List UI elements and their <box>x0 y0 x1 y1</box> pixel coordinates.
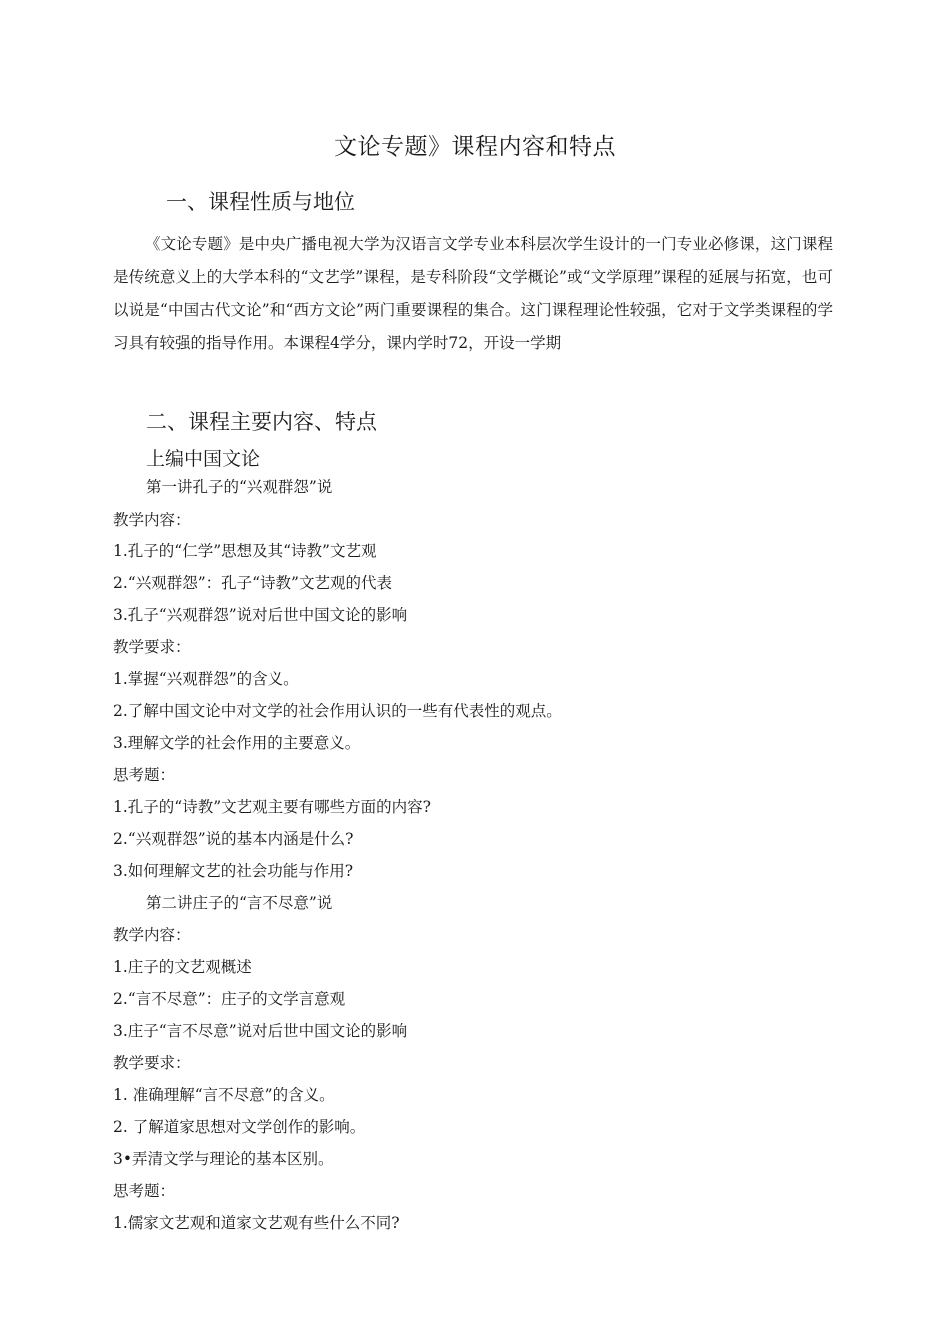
lecture1-req-item: 1.掌握“兴观群怨”的含义。 <box>113 670 299 688</box>
lecture2-content-item: 2.“言不尽意”：庄子的文学言意观 <box>113 990 346 1008</box>
lecture1-content-item: 3.孔子“兴观群怨”说对后世中国文论的影响 <box>113 606 408 624</box>
part-heading: 上编中国文论 <box>146 448 261 470</box>
lecture1-title: 第一讲孔子的“兴观群怨”说 <box>146 478 333 496</box>
lecture1-content-label: 教学内容： <box>113 511 191 529</box>
lecture1-question: 1.孔子的“诗教”文艺观主要有哪些方面的内容? <box>113 798 431 816</box>
lecture1-question: 3.如何理解文艺的社会功能与作用? <box>113 862 354 880</box>
lecture2-q-label: 思考题： <box>113 1182 176 1200</box>
lecture2-question: 1.儒家文艺观和道家文艺观有些什么不同? <box>113 1214 400 1232</box>
lecture1-question: 2.“兴观群怨”说的基本内涵是什么? <box>113 830 354 848</box>
lecture1-content-item: 1.孔子的“仁学”思想及其“诗教”文艺观 <box>113 542 377 560</box>
lecture2-content-item: 1.庄子的文艺观概述 <box>113 958 252 976</box>
lecture2-req-item: 2. 了解道家思想对文学创作的影响。 <box>113 1118 366 1136</box>
lecture2-content-item: 3.庄子“言不尽意”说对后世中国文论的影响 <box>113 1022 408 1040</box>
lecture1-content-item: 2.“兴观群怨”：孔子“诗教”文艺观的代表 <box>113 574 392 592</box>
lecture1-q-label: 思考题： <box>113 766 176 784</box>
document-title: 文论专题》课程内容和特点 <box>334 134 616 160</box>
lecture2-req-item: 1. 准确理解“言不尽意”的含义。 <box>113 1086 335 1104</box>
section1-heading: 一、课程性质与地位 <box>166 190 355 214</box>
lecture2-content-label: 教学内容： <box>113 926 191 944</box>
lecture2-req-item: 3•弄清文学与理论的基本区别。 <box>113 1150 334 1168</box>
lecture1-req-item: 3.理解文学的社会作用的主要意义。 <box>113 734 361 752</box>
lecture1-req-label: 教学要求： <box>113 638 191 656</box>
lecture1-req-item: 2.了解中国文论中对文学的社会作用认识的一些有代表性的观点。 <box>113 702 562 720</box>
section1-paragraph: 《文论专题》是中央广播电视大学为汉语言文学专业本科层次学生设计的一门专业必修课，这门课程是传统意义上的大学本科的“文艺学”课程，是专科阶段“文学概论”或“文学原理”课程的延展与拓宽，也可以说是“中国古代文论”和“西方文论”两门重要课程的集合。这门课程理论性较强，它对于文学类课程的学习具有较强的指导作用。本课程4学分，课内学时72，开设一学期 <box>113 235 833 352</box>
lecture2-title: 第二讲庄子的“言不尽意”说 <box>146 894 333 912</box>
section2-heading: 二、课程主要内容、特点 <box>146 410 377 434</box>
lecture2-req-label: 教学要求： <box>113 1054 191 1072</box>
